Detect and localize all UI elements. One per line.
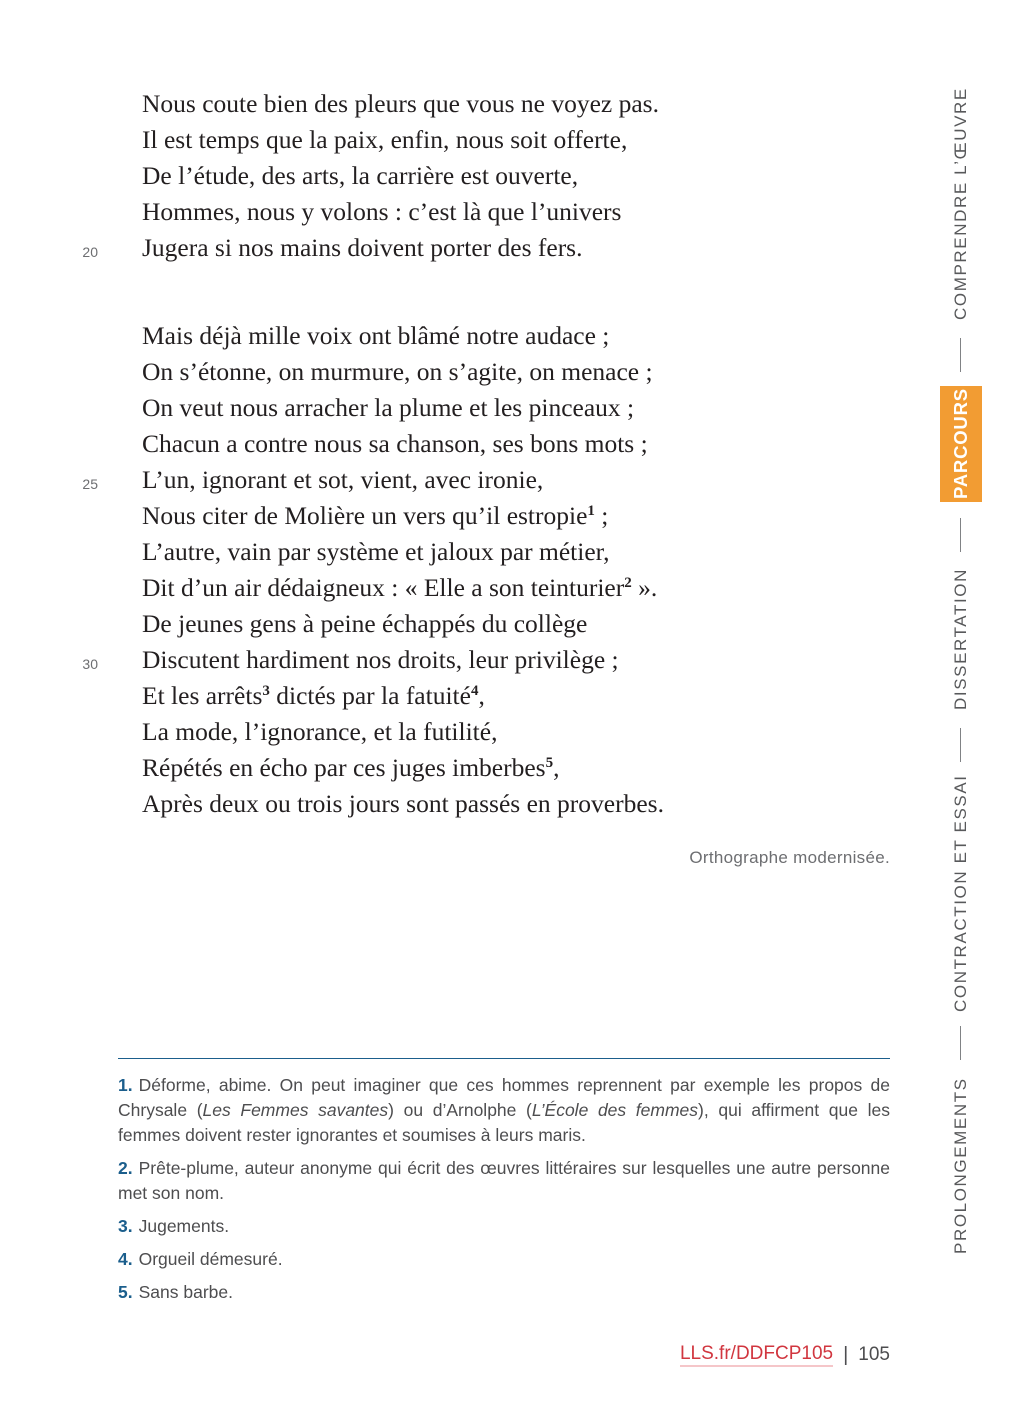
tab-parcours[interactable]: PARCOURS [940, 386, 982, 502]
tab-separator [960, 1026, 961, 1060]
verse-line: De l’étude, des arts, la carrière est ouverte, [142, 161, 579, 190]
verse-text: , [478, 681, 485, 710]
footnote-number: 4. [118, 1249, 133, 1269]
verse-line [142, 750, 559, 786]
tab-separator [960, 518, 961, 552]
section-tabs [940, 78, 982, 1258]
footnote-text: ) ou d’Arnolphe ( [388, 1100, 532, 1120]
footnote-ref: 5 [545, 755, 554, 771]
footnote-item [118, 1073, 890, 1148]
footer-separator: | [843, 1343, 849, 1366]
tab-comprendre-oeuvre[interactable]: COMPRENDRE L’ŒUVRE [951, 87, 970, 321]
footnote-ref: 4 [470, 683, 479, 699]
tab-prolongements[interactable]: PROLONGEMENTS [951, 1077, 970, 1255]
footnote-text: Orgueil démesuré. [138, 1249, 283, 1269]
page-footer [680, 1341, 890, 1369]
footnote-text: ), qui affirment que les femmes doivent rester ignorantes et soumises à leurs maris. [118, 1100, 890, 1145]
verse-line [142, 678, 485, 714]
tab-separator [960, 728, 961, 762]
verse-line [142, 570, 657, 606]
verse-text: Et les arrêts [142, 681, 263, 710]
work-title: L’École des femmes [531, 1100, 699, 1120]
orthography-note: Orthographe modernisée. [689, 848, 890, 867]
verse-line: L’autre, vain par système et jaloux par métier, [142, 537, 610, 566]
footnote-ref: 2 [624, 575, 632, 591]
verse-line: Discutent hardiment nos droits, leur privilège ; [142, 645, 619, 674]
verse-line [142, 498, 608, 534]
footnote-divider [118, 1058, 890, 1059]
footnote-number: 1. [118, 1075, 133, 1095]
verse-line: Nous coute bien des pleurs que vous ne voyez pas. [142, 89, 659, 118]
verse-line: Après deux ou trois jours sont passés en proverbes. [142, 789, 664, 818]
resource-link[interactable]: LLS.fr/DDFCP105 [680, 1343, 833, 1367]
verse-text: ; [594, 501, 609, 530]
footnote-text: Sans barbe. [138, 1282, 233, 1302]
verse-line: Il est temps que la paix, enfin, nous soit offerte, [142, 125, 628, 154]
footnote-number: 2. [118, 1158, 133, 1178]
line-number: 20 [82, 244, 98, 260]
footnote-ref: 3 [262, 683, 270, 699]
footnotes [118, 1073, 890, 1313]
verse-text: , [553, 753, 560, 782]
work-title: Les Femmes savantes [202, 1100, 389, 1120]
tab-dissertation[interactable]: DISSERTATION [951, 568, 970, 710]
line-number: 25 [82, 476, 98, 492]
verse-line: On veut nous arracher la plume et les pinceaux ; [142, 393, 635, 422]
verse-line: Mais déjà mille voix ont blâmé notre audace ; [142, 321, 610, 350]
footnote-ref: 1 [587, 503, 595, 519]
tab-separator [960, 338, 961, 372]
verse-line: On s’étonne, on murmure, on s’agite, on menace ; [142, 357, 653, 386]
verse-line: Jugera si nos mains doivent porter des fers. [142, 233, 583, 262]
line-number: 30 [82, 656, 98, 672]
footnote-number: 5. [118, 1282, 133, 1302]
verse-text: ». [631, 573, 658, 602]
footnote-text: Jugements. [138, 1216, 230, 1236]
verse-line: L’un, ignorant et sot, vient, avec ironie, [142, 465, 544, 494]
tab-contraction-essai[interactable]: CONTRACTION ET ESSAI [951, 774, 970, 1012]
verse-text: Dit d’un air dédaigneux : « Elle a son teinturier [142, 573, 625, 602]
page-number: 105 [858, 1344, 890, 1365]
verse-line: Chacun a contre nous sa chanson, ses bons mots ; [142, 429, 648, 458]
footnote-item [118, 1156, 890, 1206]
footnote-item [118, 1214, 890, 1239]
footnote-item [118, 1280, 890, 1305]
footnote-text: Déforme, abime. On peut imaginer que ces hommes reprennent par exemple les propos de Chrysale ( [118, 1075, 890, 1120]
verse-line: La mode, l’ignorance, et la futilité, [142, 717, 498, 746]
footnote-text: Prête-plume, auteur anonyme qui écrit des œuvres littéraires sur lesquelles une autre personne met son nom. [118, 1158, 890, 1203]
verse-text: Répétés en écho par ces juges imberbes [142, 753, 546, 782]
verse-text: dictés par la fatuité [269, 681, 471, 710]
footnote-item [118, 1247, 890, 1272]
verse-line: Hommes, nous y volons : c’est là que l’univers [142, 197, 622, 226]
verse-text: Nous citer de Molière un vers qu’il estropie [142, 501, 588, 530]
footnote-number: 3. [118, 1216, 133, 1236]
verse-line: De jeunes gens à peine échappés du collège [142, 609, 588, 638]
